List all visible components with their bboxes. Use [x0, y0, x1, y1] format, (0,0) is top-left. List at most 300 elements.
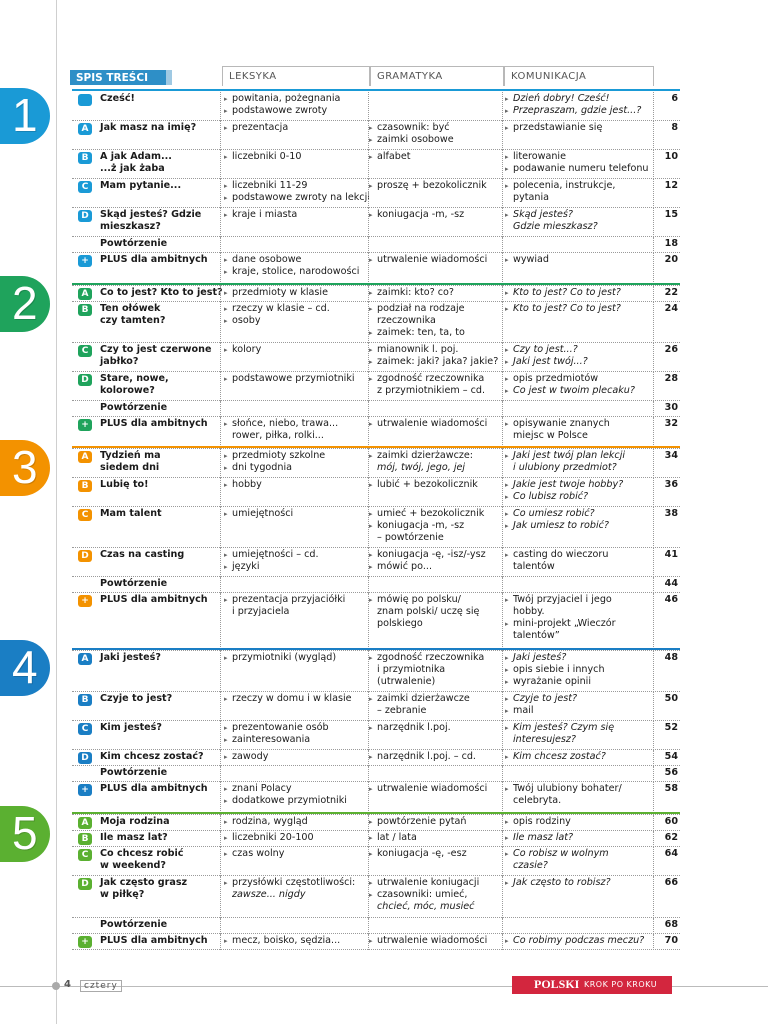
grammar-cell [369, 549, 503, 573]
section-badge: A [78, 288, 92, 300]
column-divider [653, 121, 654, 150]
cell-line: ▸ Ile masz lat? [505, 832, 655, 844]
column-divider [653, 302, 654, 343]
section-badge: D [78, 752, 92, 764]
toc-row[interactable] [72, 831, 680, 847]
lexis-cell [224, 344, 370, 356]
cell-line: ▸ czasownik: być [369, 122, 503, 134]
cell-line: ▸ Czy to jest...? [505, 344, 655, 356]
cell-line: ▸ języki [224, 561, 370, 573]
column-divider [502, 302, 503, 343]
page-ref: 66 [664, 877, 678, 888]
column-divider [368, 401, 369, 417]
page-ref: 60 [664, 816, 678, 827]
cell-line: ▸ umiejętności [224, 508, 370, 520]
cell-line: ▸ rzeczy w domu i w klasie [224, 693, 370, 705]
lesson-title [100, 303, 222, 327]
communication-cell [505, 877, 655, 889]
lexis-cell [224, 450, 370, 474]
toc-row[interactable] [72, 782, 680, 815]
cell-line: ▸ powitania, pożegnania [224, 93, 370, 105]
toc-row[interactable] [72, 593, 680, 651]
page-ref: 64 [664, 848, 678, 859]
cell-line: i przymiotnika [377, 664, 446, 675]
cell-line: rzeczownika [377, 315, 436, 326]
grammar-cell [369, 122, 503, 146]
lesson-title-line: Mam talent [100, 508, 162, 519]
lesson-title [100, 418, 222, 430]
lesson-title-line: Kim jesteś? [100, 722, 162, 733]
communication-cell [505, 450, 655, 474]
toc-row[interactable] [72, 918, 680, 934]
grammar-cell [369, 479, 503, 491]
column-header-grammar [370, 66, 504, 86]
communication-cell [505, 693, 655, 717]
toc-row[interactable] [72, 815, 680, 831]
unit-number: 1 [12, 89, 38, 141]
toc-title: SPIS TREŚCI [70, 70, 166, 85]
lexis-cell [224, 877, 370, 901]
cell-line: ▸ mówię po polsku/ [369, 594, 503, 606]
page-ref: 62 [664, 832, 678, 843]
section-badge: D [78, 550, 92, 562]
lesson-title-line: siedem dni [100, 462, 160, 473]
lesson-title [100, 238, 222, 250]
column-divider [368, 179, 369, 208]
column-divider [502, 766, 503, 782]
section-badge: A [78, 123, 92, 135]
column-divider [220, 343, 221, 372]
column-divider [220, 401, 221, 417]
cell-line: ▸ zaimki dzierżawcze [369, 693, 503, 705]
row-separator [72, 949, 680, 950]
cell-line: ▸ opisywanie znanych [505, 418, 655, 430]
column-divider [368, 150, 369, 179]
cell-line: ▸ zaimek: ten, ta, to [369, 327, 503, 339]
cell-line: ▸ utrwalenie wiadomości [369, 935, 503, 947]
column-divider [220, 507, 221, 548]
column-divider [653, 286, 654, 302]
lesson-title [100, 344, 222, 368]
column-divider [368, 847, 369, 876]
unit-separator-line [72, 89, 680, 91]
page-ref: 28 [664, 373, 678, 384]
lexis-cell [224, 594, 370, 618]
cell-line: ▸ dodatkowe przymiotniki [224, 795, 370, 807]
lesson-title-line: mieszkasz? [100, 221, 161, 232]
page-ref: 26 [664, 344, 678, 355]
page-number: 4 [64, 979, 71, 990]
lesson-title-line: jabłko? [100, 356, 139, 367]
page-ref: 24 [664, 303, 678, 314]
cell-line: ▸ prezentacja przyjaciółki [224, 594, 370, 606]
column-divider [653, 343, 654, 372]
column-divider [502, 934, 503, 950]
column-divider [502, 692, 503, 721]
lesson-title-line: Mam pytanie... [100, 180, 182, 191]
toc-row[interactable] [72, 417, 680, 449]
communication-cell [505, 254, 655, 266]
page-ref: 18 [664, 238, 678, 249]
cell-line: ▸ powtórzenie pytań [369, 816, 503, 828]
cell-line: ▸ mecz, boisko, sędzia... [224, 935, 370, 947]
lesson-title-line: Powtórzenie [100, 919, 168, 930]
column-header-lexis-label: LEKSYKA [229, 71, 277, 82]
grammar-cell [369, 751, 503, 763]
cell-line: ▸ narzędnik l.poj. – cd. [369, 751, 503, 763]
lexis-cell [224, 287, 370, 299]
toc-row[interactable] [72, 876, 680, 918]
column-divider [220, 302, 221, 343]
column-divider [220, 286, 221, 302]
column-divider [653, 237, 654, 253]
lesson-title [100, 594, 222, 606]
grammar-cell [369, 693, 503, 717]
toc-row[interactable] [72, 478, 680, 507]
brand-main: POLSKI [534, 977, 580, 991]
toc-row[interactable] [72, 253, 680, 286]
lesson-title [100, 180, 222, 192]
page-ref: 6 [671, 93, 678, 104]
grammar-cell [369, 508, 503, 544]
column-divider [653, 876, 654, 918]
column-divider [653, 478, 654, 507]
lexis-cell [224, 751, 370, 763]
cell-line: ▸ Jakie jest twoje hobby? [505, 479, 655, 491]
toc-row[interactable] [72, 651, 680, 692]
toc-row[interactable] [72, 577, 680, 593]
column-divider [368, 577, 369, 593]
column-divider [220, 593, 221, 651]
cell-line: ▸ opis siebie i innych [505, 664, 655, 676]
communication-cell [505, 151, 655, 175]
lesson-title [100, 287, 222, 299]
cell-line: ▸ Jaki jest twój plan lekcji [505, 450, 655, 462]
lesson-title-line: Co to jest? Kto to jest? [100, 287, 223, 298]
column-divider [502, 150, 503, 179]
cell-line: ▸ Co robimy podczas meczu? [505, 935, 655, 947]
column-divider [368, 934, 369, 950]
column-divider [653, 593, 654, 651]
page-ref: 20 [664, 254, 678, 265]
column-divider [368, 815, 369, 831]
lexis-cell [224, 935, 370, 947]
cell-line: ▸ zainteresowania [224, 734, 370, 746]
column-divider [653, 847, 654, 876]
lesson-title [100, 549, 222, 561]
cell-line: ▸ prezentowanie osób [224, 722, 370, 734]
toc-row[interactable] [72, 766, 680, 782]
cell-line: ▸ zawody [224, 751, 370, 763]
column-divider [653, 831, 654, 847]
grammar-cell [369, 848, 503, 860]
cell-line: ▸ lubić + bezokolicznik [369, 479, 503, 491]
section-badge: D [78, 210, 92, 222]
communication-cell [505, 594, 655, 642]
toc-row[interactable] [72, 343, 680, 372]
section-badge: C [78, 345, 92, 357]
lexis-cell [224, 652, 370, 664]
lesson-title-line: Ten ołówek [100, 303, 161, 314]
lexis-cell [224, 783, 370, 807]
column-header-lexis [222, 66, 370, 86]
cell-line: ▸ przysłówki częstotliwości: [224, 877, 370, 889]
lesson-title [100, 508, 222, 520]
footer-dot-icon [52, 982, 60, 990]
grammar-cell [369, 722, 503, 734]
cell-line: ▸ Kim jesteś? Czym się [505, 722, 655, 734]
column-divider [502, 815, 503, 831]
grammar-cell [369, 151, 503, 163]
cell-line: ▸ opis przedmiotów [505, 373, 655, 385]
lexis-cell [224, 848, 370, 860]
toc-row[interactable] [72, 286, 680, 302]
column-divider [502, 449, 503, 478]
lesson-title-line: PLUS dla ambitnych [100, 783, 208, 794]
column-divider [220, 121, 221, 150]
cell-line: ▸ znani Polacy [224, 783, 370, 795]
column-divider [653, 150, 654, 179]
cell-line: z przymiotnikiem – cd. [377, 385, 485, 396]
toc-row[interactable] [72, 934, 680, 950]
column-divider [502, 876, 503, 918]
communication-cell [505, 508, 655, 532]
page-ref: 48 [664, 652, 678, 663]
lesson-title-line: PLUS dla ambitnych [100, 418, 208, 429]
cell-line: ▸ zaimki dzierżawcze: [369, 450, 503, 462]
cell-line: ▸ polecenia, instrukcje, [505, 180, 655, 192]
toc-row[interactable] [72, 449, 680, 478]
column-divider [653, 92, 654, 121]
communication-cell [505, 209, 655, 233]
lesson-title-line: Powtórzenie [100, 578, 168, 589]
toc-row[interactable] [72, 548, 680, 577]
column-divider [368, 593, 369, 651]
column-divider [220, 847, 221, 876]
column-divider [653, 372, 654, 401]
toc-row[interactable] [72, 92, 680, 121]
cell-line: ▸ zaimek: jaki? jaka? jakie? [369, 356, 503, 368]
cell-line: ▸ podstawowe zwroty [224, 105, 370, 117]
plus-badge-icon: + [78, 419, 92, 431]
plus-badge-icon: + [78, 784, 92, 796]
column-divider [368, 92, 369, 121]
column-divider [368, 918, 369, 934]
column-divider [368, 449, 369, 478]
cell-line: ▸ Co robisz w wolnym [505, 848, 655, 860]
column-divider [502, 507, 503, 548]
lesson-title-line: PLUS dla ambitnych [100, 594, 208, 605]
column-divider [220, 721, 221, 750]
unit-number: 2 [12, 277, 38, 329]
toc-row[interactable] [72, 372, 680, 401]
toc-row[interactable] [72, 208, 680, 237]
cell-line: ▸ mianownik l. poj. [369, 344, 503, 356]
column-divider [368, 478, 369, 507]
column-divider [220, 831, 221, 847]
cell-line: ▸ Dzień dobry! Cześć! [505, 93, 655, 105]
cell-line: ▸ czas wolny [224, 848, 370, 860]
column-divider [220, 815, 221, 831]
column-divider [220, 208, 221, 237]
grammar-cell [369, 209, 503, 221]
column-divider [502, 593, 503, 651]
page-ref: 56 [664, 767, 678, 778]
toc-row[interactable] [72, 121, 680, 150]
cell-line: znam polski/ uczę się [377, 606, 480, 617]
cell-line: ▸ mówić po... [369, 561, 503, 573]
toc-row[interactable] [72, 847, 680, 876]
column-divider [368, 237, 369, 253]
column-header-communication [504, 66, 654, 86]
section-badge: B [78, 694, 92, 706]
toc-row[interactable] [72, 302, 680, 343]
toc-row[interactable] [72, 721, 680, 750]
page-ref: 44 [664, 578, 678, 589]
communication-cell [505, 816, 655, 828]
lexis-cell [224, 122, 370, 134]
lesson-title-line: kolorowe? [100, 385, 155, 396]
grammar-cell [369, 877, 503, 913]
lesson-title-line: Czy to jest czerwone [100, 344, 212, 355]
plus-badge-icon: + [78, 936, 92, 948]
lexis-cell [224, 209, 370, 221]
column-divider [368, 286, 369, 302]
lesson-title-line: Jak masz na imię? [100, 122, 197, 133]
cell-line: ▸ Twój ulubiony bohater/ [505, 783, 655, 795]
lesson-title [100, 919, 222, 931]
page-ref: 68 [664, 919, 678, 930]
column-divider [220, 918, 221, 934]
column-divider [653, 548, 654, 577]
cell-line: ▸ rzeczy w klasie – cd. [224, 303, 370, 315]
page-ref: 54 [664, 751, 678, 762]
cell-line: ▸ umieć + bezokolicznik [369, 508, 503, 520]
lesson-title-line: A jak Adam... [100, 151, 172, 162]
page-ref: 12 [664, 180, 678, 191]
cell-line: ▸ wywiad [505, 254, 655, 266]
unit-marker-3 [0, 440, 58, 498]
lesson-title [100, 877, 222, 901]
lesson-title-line: Jaki jesteś? [100, 652, 161, 663]
lexis-cell [224, 373, 370, 385]
column-divider [368, 253, 369, 286]
cell-line: ▸ koniugacja -ę, -esz [369, 848, 503, 860]
cell-line: ▸ rodzina, wygląd [224, 816, 370, 828]
cell-line: – zebranie [377, 705, 427, 716]
lesson-title [100, 693, 222, 705]
column-divider [653, 253, 654, 286]
column-divider [220, 478, 221, 507]
lesson-title [100, 783, 222, 795]
grammar-cell [369, 594, 503, 630]
unit-separator-line [72, 648, 680, 650]
page-number-word: cztery [80, 980, 122, 992]
column-divider [502, 548, 503, 577]
cell-line: chcieć, móc, musieć [377, 901, 475, 912]
page-ref: 15 [664, 209, 678, 220]
column-divider [220, 92, 221, 121]
lexis-cell [224, 549, 370, 573]
column-divider [220, 766, 221, 782]
cell-line: ▸ utrwalenie wiadomości [369, 783, 503, 795]
lesson-title [100, 832, 222, 844]
column-divider [653, 449, 654, 478]
lexis-cell [224, 479, 370, 491]
grammar-cell [369, 935, 503, 947]
margin-line [56, 0, 57, 1024]
cell-line: rower, piłka, rolki... [232, 430, 324, 441]
cell-line: ▸ zgodność rzeczownika [369, 373, 503, 385]
section-badge: A [78, 451, 92, 463]
grammar-cell [369, 832, 503, 844]
column-divider [653, 782, 654, 815]
cell-line: ▸ dni tygodnia [224, 462, 370, 474]
toc-row[interactable] [72, 237, 680, 253]
brand-logo [512, 976, 672, 994]
cell-line: ▸ przedmioty szkolne [224, 450, 370, 462]
toc-row[interactable] [72, 507, 680, 548]
lexis-cell [224, 722, 370, 746]
cell-line: ▸ utrwalenie koniugacji [369, 877, 503, 889]
cell-line: ▸ koniugacja -m, -sz [369, 209, 503, 221]
cell-line: ▸ Kto to jest? Co to jest? [505, 303, 655, 315]
page-ref: 22 [664, 287, 678, 298]
cell-line: ▸ utrwalenie wiadomości [369, 254, 503, 266]
cell-line: ▸ podstawowe przymiotniki [224, 373, 370, 385]
unit-marker-2 [0, 276, 58, 334]
lexis-cell [224, 151, 370, 163]
section-badge: B [78, 480, 92, 492]
grammar-cell [369, 344, 503, 368]
lesson-title-line: Powtórzenie [100, 238, 168, 249]
cell-line: ▸ koniugacja -m, -sz [369, 520, 503, 532]
toc-row[interactable] [72, 401, 680, 417]
lesson-title-line: ...ż jak żaba [100, 163, 165, 174]
unit-separator-line [72, 283, 680, 285]
cell-line: interesujesz? [513, 734, 577, 745]
column-divider [220, 179, 221, 208]
toc-row[interactable] [72, 150, 680, 179]
communication-cell [505, 373, 655, 397]
lesson-title-line: Tydzień ma [100, 450, 161, 461]
unit-marker-1 [0, 88, 58, 146]
page-ref: 30 [664, 402, 678, 413]
column-divider [220, 449, 221, 478]
unit-marker-4 [0, 640, 58, 698]
lesson-title-line: Czas na casting [100, 549, 185, 560]
communication-cell [505, 652, 655, 688]
section-badge: D [78, 878, 92, 890]
column-divider [220, 150, 221, 179]
toc-row[interactable] [72, 692, 680, 721]
toc-row[interactable] [72, 179, 680, 208]
unit-number: 5 [12, 807, 38, 859]
cell-line: ▸ Jaki jest twój...? [505, 356, 655, 368]
column-divider [220, 548, 221, 577]
column-header-communication-label: KOMUNIKACJA [511, 71, 587, 82]
toc-row[interactable] [72, 750, 680, 766]
communication-cell [505, 93, 655, 117]
cell-line: ▸ koniugacja -ę, -isz/-ysz [369, 549, 503, 561]
column-divider [502, 750, 503, 766]
column-divider [220, 934, 221, 950]
cell-line: ▸ przedmioty w klasie [224, 287, 370, 299]
lesson-title [100, 848, 222, 872]
cell-line: ▸ podstawowe zwroty na lekcji [224, 192, 370, 204]
cell-line: miejsc w Polsce [513, 430, 588, 441]
column-divider [653, 577, 654, 593]
